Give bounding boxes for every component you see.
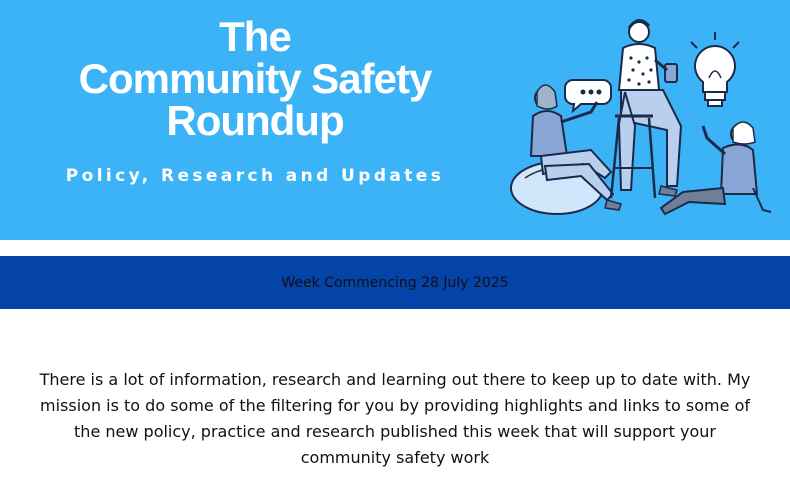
title-line-3: Roundup (166, 97, 344, 144)
header-illustration (505, 18, 785, 218)
lightbulb-icon (691, 32, 739, 106)
page-subtitle: Policy, Research and Updates (65, 166, 445, 186)
man-on-stool-icon (611, 20, 681, 198)
title-line-1: The (219, 13, 291, 60)
header-banner (0, 0, 790, 240)
week-banner (0, 256, 790, 309)
week-commencing-label: Week Commencing 28 July 2025 (281, 274, 509, 291)
title-line-2: Community Safety (78, 55, 432, 102)
page-title (40, 13, 470, 144)
speech-bubble-icon (565, 80, 611, 111)
intro-paragraph: There is a lot of information, research and learning out there to keep up to date with. My mission is to do some of the filtering for you by providing highlights and links to some of the new policy, practice and research published this week that will support your community safety work (39, 370, 751, 467)
